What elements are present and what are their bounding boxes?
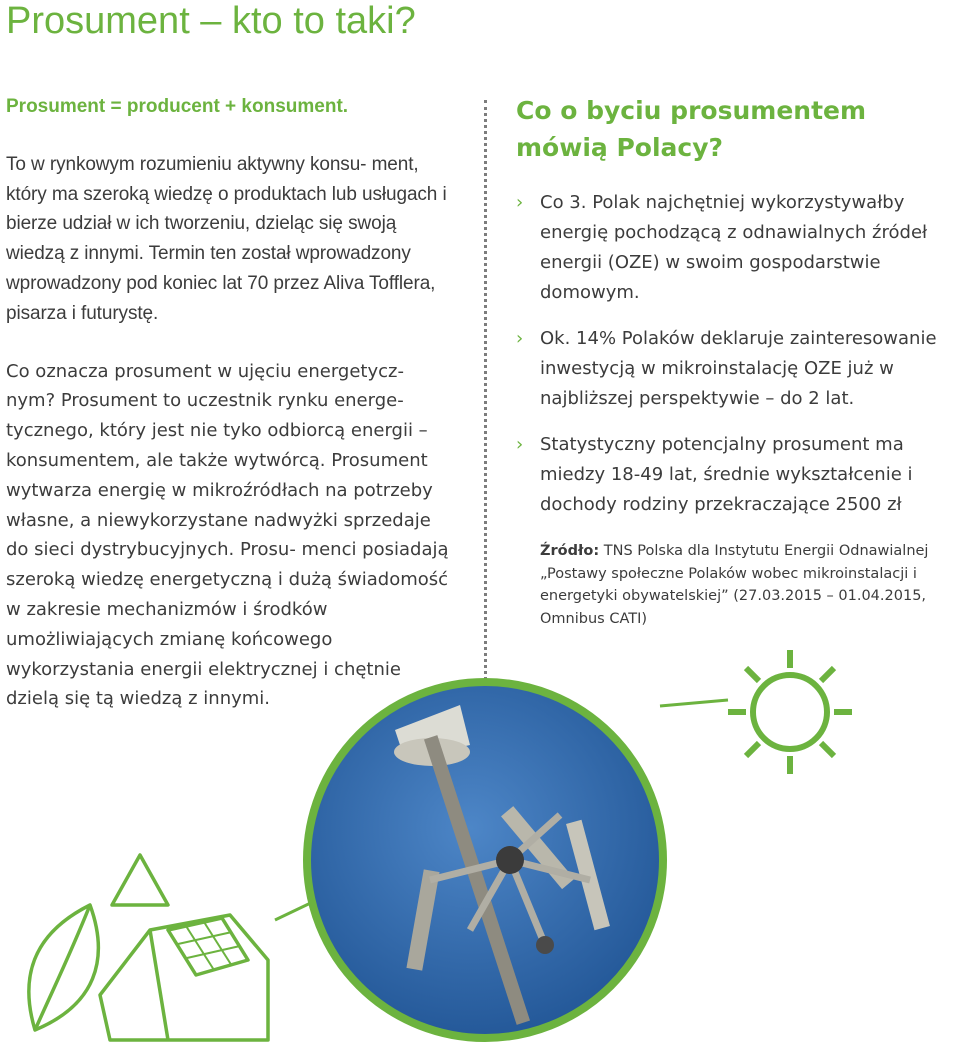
energy-paragraph: Co oznacza prosument w ujęciu energetycz- nym? Prosument to uczestnik rynku energe- tycznego, który jest nie tyko odbiorcą energii – konsumentem, ale także wytwórcą. Prosument wytwarza energię w mikroźródłach na potrzeby własne, a niewykorzystane nadwyżki sprzedaje do sieci dystrybucyjnych. Prosu- menci posiadają szeroką wiedzę energetyczną i dużą świadomość w zakresie mechanizmów i środków umożliwiających zmianę końcowego wykorzystania energii elektrycznej i chętnie dzielą się tą wiedzą z innymi. — [6, 360, 449, 710]
survey-heading: Co o byciu prosumentem mówią Polacy? — [516, 96, 867, 162]
chevron-right-icon: › — [516, 192, 524, 213]
chevron-right-icon: › — [516, 328, 524, 349]
chevron-right-icon: › — [516, 434, 524, 455]
list-item-text: Ok. 14% Polaków deklaruje zainteresowanie inwestycją w mikroinstalację OZE już w najbliższej perspektywie – do 2 lat. — [540, 328, 937, 409]
source-label: Źródło: — [540, 543, 600, 559]
leaf-icon — [29, 905, 99, 1030]
wind-turbine-photo — [300, 680, 680, 1043]
list-item-text: Statystyczny potencjalny prosument ma miedzy 18-49 lat, średnie wykształcenie i dochody rodziny przekraczające 2500 zł — [540, 434, 913, 515]
list-item-text: Co 3. Polak najchętniej wykorzystywałby energię pochodzącą z odnawialnych źródeł energii (OZE) w swoim gospodarstwie domowym. — [540, 192, 928, 303]
sun-icon — [728, 650, 852, 774]
definition-paragraph: To w rynkowym rozumieniu aktywny konsu- ment, który ma szeroką wiedzę o produktach lub usługach i bierze udział w ich tworzeniu, dzieląc się swoją wiedzą z innymi. Termin ten został wprowadzony wprowadzony pod koniec lat 70 przez Aliva Tofflera, pisarza i futurystę. — [6, 153, 447, 324]
definition-lead: Prosument = producent + konsument. — [6, 96, 349, 117]
house-solar-icon — [100, 855, 268, 1040]
page-title: Prosument – kto to taki? — [6, 0, 416, 42]
source-text: TNS Polska dla Instytutu Energii Odnawialnej „Postawy społeczne Polaków wobec mikroinstalacji i energetyki obywatelskiej” (27.03.2015 – 01.04.2015, Omnibus CATI) — [540, 543, 929, 627]
